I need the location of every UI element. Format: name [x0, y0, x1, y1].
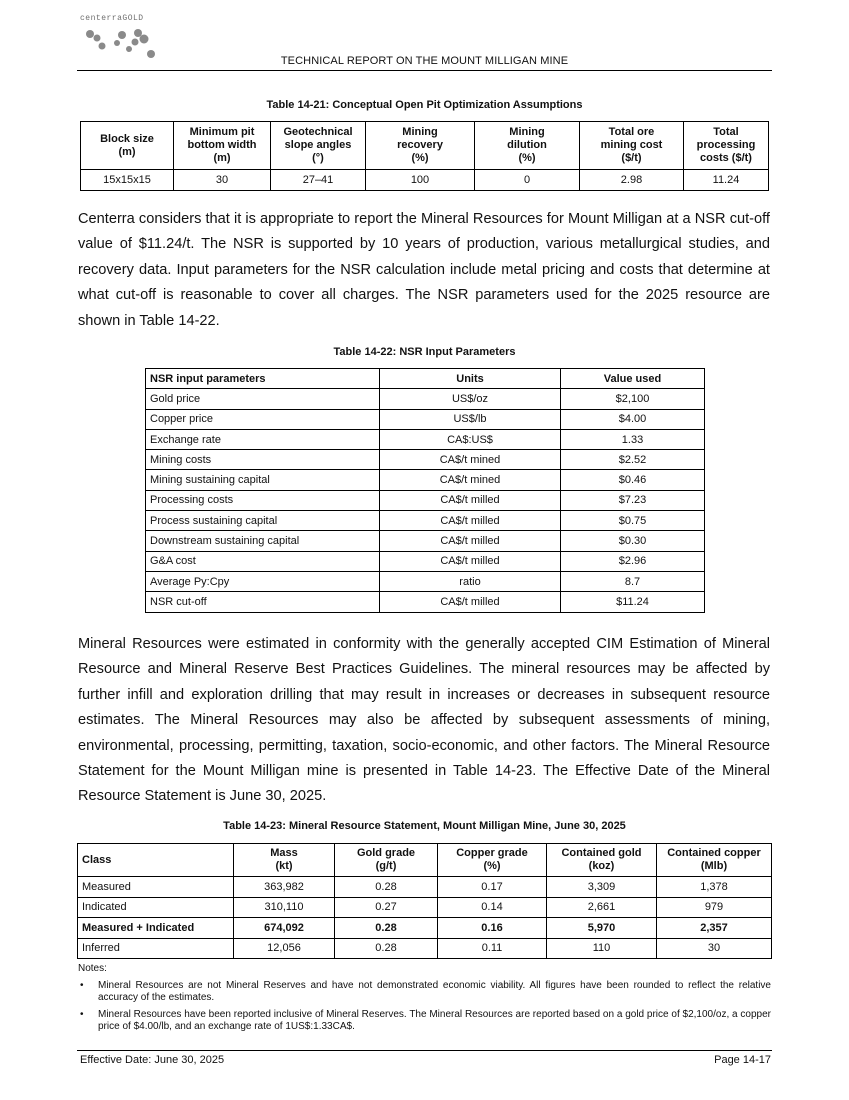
units-cell: CA$/t milled — [380, 490, 561, 510]
class-cell: Measured — [78, 877, 234, 898]
parameter-cell: Downstream sustaining capital — [146, 531, 380, 551]
value-cell: 0.28 — [335, 938, 438, 959]
value-cell: 0.14 — [438, 897, 547, 918]
bullet-icon: • — [80, 980, 84, 991]
value-cell: $2.52 — [561, 450, 705, 470]
header-contained-gold: Contained gold (koz) — [547, 844, 657, 877]
table-row — [78, 938, 772, 959]
header-mining-recovery: Mining recovery (%) — [366, 122, 475, 170]
value-cell: 0.28 — [335, 918, 438, 939]
table-14-23 — [77, 843, 772, 959]
notes-title: Notes: — [78, 963, 107, 974]
logo-text: centerraGOLD — [80, 14, 144, 23]
table-14-23-caption: Table 14-23: Mineral Resource Statement, Mount Milligan Mine, June 30, 2025 — [223, 820, 626, 832]
table-row — [146, 551, 705, 571]
table-row — [146, 470, 705, 490]
cell: 2.98 — [580, 170, 684, 191]
table-row — [78, 877, 772, 898]
table-row — [146, 571, 705, 591]
parameter-cell: Gold price — [146, 389, 380, 409]
table-14-22-body — [146, 389, 705, 612]
parameter-cell: Mining sustaining capital — [146, 470, 380, 490]
cell: 100 — [366, 170, 475, 191]
value-cell: $0.30 — [561, 531, 705, 551]
table-row — [146, 409, 705, 429]
units-cell: US$/oz — [380, 389, 561, 409]
parameter-cell: G&A cost — [146, 551, 380, 571]
value-cell: $4.00 — [561, 409, 705, 429]
cell: 27–41 — [271, 170, 366, 191]
value-cell: 979 — [657, 897, 772, 918]
note-item — [80, 1009, 771, 1032]
value-cell: 0.11 — [438, 938, 547, 959]
units-cell: CA$/t milled — [380, 592, 561, 612]
value-cell: 0.17 — [438, 877, 547, 898]
class-cell: Indicated — [78, 897, 234, 918]
header-value-used: Value used — [561, 369, 705, 389]
table-header-row — [81, 122, 769, 170]
value-cell: 0.28 — [335, 877, 438, 898]
units-cell: ratio — [380, 571, 561, 591]
class-cell: Inferred — [78, 938, 234, 959]
value-cell: 3,309 — [547, 877, 657, 898]
value-cell: 2,357 — [657, 918, 772, 939]
value-cell: 110 — [547, 938, 657, 959]
value-cell: 12,056 — [234, 938, 335, 959]
parameter-cell: Processing costs — [146, 490, 380, 510]
value-cell: 310,110 — [234, 897, 335, 918]
parameter-cell: Average Py:Cpy — [146, 571, 380, 591]
value-cell: 2,661 — [547, 897, 657, 918]
header-min-pit-width: Minimum pit bottom width (m) — [174, 122, 271, 170]
parameter-cell: Exchange rate — [146, 429, 380, 449]
header-block-size: Block size (m) — [81, 122, 174, 170]
header-slope-angles: Geotechnical slope angles (°) — [271, 122, 366, 170]
table-14-23-body — [78, 877, 772, 959]
table-14-21 — [80, 121, 769, 191]
body-paragraph-1: Centerra considers that it is appropriate to report the Mineral Resources for Mount Milligan at a NSR cut-off value of $11.24/t. The NSR is supported by 10 years of production, various metallurgical studies, and recovery data. Input parameters for the NSR calculation include metal pricing and costs that determine at what cut-off is reasonable to cover all charges. The NSR parameters used for the 2025 resource are shown in Table 14-22. — [78, 211, 770, 329]
table-row — [146, 592, 705, 612]
table-14-22-caption: Table 14-22: NSR Input Parameters — [333, 346, 516, 358]
value-cell: 0.16 — [438, 918, 547, 939]
value-cell: 363,982 — [234, 877, 335, 898]
header-class: Class — [78, 844, 234, 877]
value-cell: 5,970 — [547, 918, 657, 939]
value-cell: $2,100 — [561, 389, 705, 409]
header-gold-grade: Gold grade (g/t) — [335, 844, 438, 877]
header-nsr-parameter: NSR input parameters — [146, 369, 380, 389]
table-row — [78, 897, 772, 918]
table-row — [78, 918, 772, 939]
units-cell: CA$/t mined — [380, 450, 561, 470]
parameter-cell: Copper price — [146, 409, 380, 429]
cell: 15x15x15 — [81, 170, 174, 191]
value-cell: 0.27 — [335, 897, 438, 918]
header-copper-grade: Copper grade (%) — [438, 844, 547, 877]
footer-page-number: Page 14-17 — [714, 1054, 771, 1066]
units-cell: CA$:US$ — [380, 429, 561, 449]
header-mining-dilution: Mining dilution (%) — [475, 122, 580, 170]
cell: 0 — [475, 170, 580, 191]
table-row — [146, 490, 705, 510]
parameter-cell: Process sustaining capital — [146, 511, 380, 531]
units-cell: CA$/t milled — [380, 551, 561, 571]
value-cell: $0.46 — [561, 470, 705, 490]
note-text: Mineral Resources have been reported inclusive of Mineral Reserves. The Mineral Resources are reported based on a gold price of $2,100/oz, a copper price of $4.00/lb, and an exchange rate of 1US$:1.33CA$. — [98, 1009, 771, 1032]
parameter-cell: NSR cut-off — [146, 592, 380, 612]
note-text: Mineral Resources are not Mineral Reserves and have not demonstrated economic viability. All figures have been rounded to reflect the relative accuracy of the estimates. — [98, 980, 771, 1003]
class-cell: Measured + Indicated — [78, 918, 234, 939]
table-header-row — [146, 369, 705, 389]
value-cell: 8.7 — [561, 571, 705, 591]
value-cell: 30 — [657, 938, 772, 959]
value-cell: 1,378 — [657, 877, 772, 898]
table-14-21-caption: Table 14-21: Conceptual Open Pit Optimization Assumptions — [266, 99, 583, 111]
value-cell: 1.33 — [561, 429, 705, 449]
table-row — [146, 531, 705, 551]
parameter-cell: Mining costs — [146, 450, 380, 470]
header-processing-costs: Total processing costs ($/t) — [684, 122, 769, 170]
table-header-row — [78, 844, 772, 877]
table-row — [81, 170, 769, 191]
value-cell: $0.75 — [561, 511, 705, 531]
header-rule — [77, 70, 772, 71]
value-cell: $2.96 — [561, 551, 705, 571]
cell: 30 — [174, 170, 271, 191]
bullet-icon: • — [80, 1009, 84, 1020]
footer-rule — [77, 1050, 772, 1051]
note-item — [80, 980, 771, 1003]
value-cell: 674,092 — [234, 918, 335, 939]
body-paragraph-2: Mineral Resources were estimated in conformity with the generally accepted CIM Estimation of Mineral Resource and Mineral Reserve Best Practices Guidelines. The mineral resources may be affected by further infill and exploration drilling that may result in increases or decreases in subsequent resource estimates. The Mineral Resources may also be affected by subsequent assessments of mining, environmental, processing, permitting, taxation, socio-economic, and other factors. The Mineral Resource Statement for the Mount Milligan mine is presented in Table 14-23. The Effective Date of the Mineral Resource Statement is June 30, 2025. — [78, 636, 770, 805]
table-row — [146, 389, 705, 409]
cell: 11.24 — [684, 170, 769, 191]
header-mass: Mass (kt) — [234, 844, 335, 877]
units-cell: CA$/t milled — [380, 511, 561, 531]
units-cell: US$/lb — [380, 409, 561, 429]
header-ore-mining-cost: Total ore mining cost ($/t) — [580, 122, 684, 170]
units-cell: CA$/t mined — [380, 470, 561, 490]
table-row — [146, 450, 705, 470]
report-title: TECHNICAL REPORT ON THE MOUNT MILLIGAN MINE — [280, 55, 569, 67]
header-units: Units — [380, 369, 561, 389]
table-row — [146, 511, 705, 531]
value-cell: $11.24 — [561, 592, 705, 612]
value-cell: $7.23 — [561, 490, 705, 510]
table-14-22 — [145, 368, 705, 613]
table-row — [146, 429, 705, 449]
units-cell: CA$/t milled — [380, 531, 561, 551]
header-contained-copper: Contained copper (Mlb) — [657, 844, 772, 877]
footer-effective-date: Effective Date: June 30, 2025 — [80, 1054, 225, 1066]
